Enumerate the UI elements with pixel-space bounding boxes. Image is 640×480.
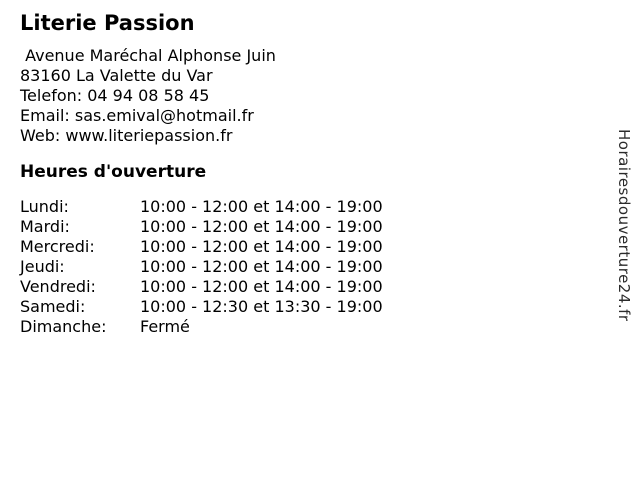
address-city: 83160 La Valette du Var xyxy=(20,66,213,85)
hours-time-value: 10:00 - 12:00 et 14:00 - 19:00 xyxy=(140,237,383,256)
business-name: Literie Passion xyxy=(20,11,195,35)
hours-day-label: Samedi: xyxy=(20,297,86,316)
hours-time-value: 10:00 - 12:00 et 14:00 - 19:00 xyxy=(140,257,383,276)
hours-row-samedi xyxy=(20,297,580,317)
address-street: Avenue Maréchal Alphonse Juin xyxy=(20,46,276,65)
hours-day-label: Mercredi: xyxy=(20,237,95,256)
hours-time-value: 10:00 - 12:00 et 14:00 - 19:00 xyxy=(140,197,383,216)
hours-row-mardi xyxy=(20,217,580,237)
hours-time-value: 10:00 - 12:00 et 14:00 - 19:00 xyxy=(140,217,383,236)
hours-time-value: 10:00 - 12:00 et 14:00 - 19:00 xyxy=(140,277,383,296)
hours-row-lundi xyxy=(20,197,580,217)
hours-time-value: 10:00 - 12:30 et 13:30 - 19:00 xyxy=(140,297,383,316)
web-line: Web: www.literiepassion.fr xyxy=(20,126,233,145)
hours-day-label: Vendredi: xyxy=(20,277,96,296)
hours-row-vendredi xyxy=(20,277,580,297)
phone-line: Telefon: 04 94 08 58 45 xyxy=(20,86,210,105)
hours-title: Heures d'ouverture xyxy=(20,162,207,182)
hours-day-label: Dimanche: xyxy=(20,317,107,336)
hours-row-dimanche xyxy=(20,317,580,337)
hours-day-label: Mardi: xyxy=(20,217,70,236)
hours-time-value: Fermé xyxy=(140,317,190,336)
watermark-vertical-text: Horairesdouverture24.fr xyxy=(615,129,633,322)
contact-block xyxy=(20,46,580,146)
hours-row-mercredi xyxy=(20,237,580,257)
hours-table xyxy=(20,197,580,337)
hours-row-jeudi xyxy=(20,257,580,277)
hours-day-label: Lundi: xyxy=(20,197,69,216)
listing-content xyxy=(20,10,580,337)
email-line: Email: sas.emival@hotmail.fr xyxy=(20,106,254,125)
hours-day-label: Jeudi: xyxy=(20,257,65,276)
